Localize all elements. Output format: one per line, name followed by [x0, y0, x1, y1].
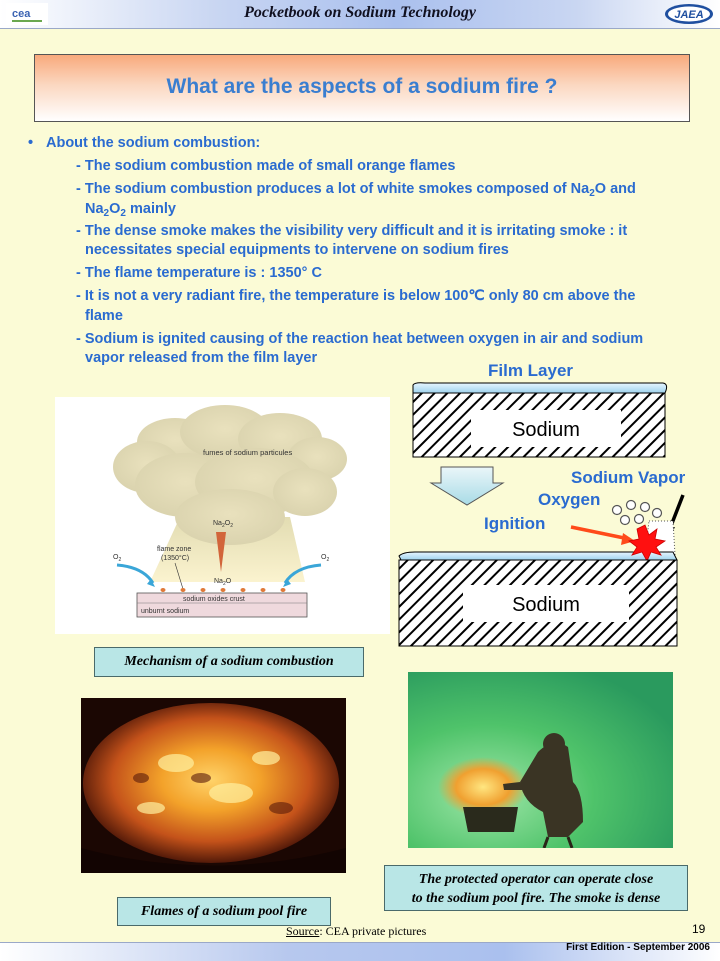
slide-title-box [34, 54, 690, 122]
edition-label: First Edition - September 2006 [566, 942, 710, 953]
list-item: - The dense smoke makes the visibility very difficult and it is irritating smoke : it [76, 223, 628, 239]
combustion-mechanism-diagram [55, 397, 390, 634]
bullet-heading: About the sodium combustion: [46, 135, 261, 151]
oxygen-bubbles [613, 501, 662, 525]
list-item-continuation: necessitates special equipments to intervene on sodium fires [85, 242, 509, 258]
jaea-logo-text: JAEA [674, 9, 704, 21]
source-note: Source: CEA private pictures [286, 924, 427, 938]
ignition-diagram [395, 355, 720, 650]
operator-caption-line: to the sodium pool fire. The smoke is dense [411, 891, 661, 906]
list-item: - Sodium is ignited causing of the reaction heat between oxygen in air and sodium [76, 331, 644, 347]
slide-title: What are the aspects of a sodium fire ? [166, 75, 558, 98]
list-item: - The sodium combustion produces a lot of white smokes composed of $Na_2O$ and [76, 181, 636, 199]
film-layer-shape [413, 383, 667, 393]
cea-logo-text: cea [12, 8, 31, 20]
o2-left-label: $O_2$ [113, 554, 122, 563]
list-item-continuation: vapor released from the film layer [85, 350, 318, 366]
na2o2-label: $Na_2O_2$ [213, 520, 233, 529]
down-arrow-icon [431, 467, 503, 505]
bullet-marker: • [28, 135, 34, 151]
oxygen-label: Oxygen [538, 490, 601, 509]
list-item-continuation: flame [85, 308, 123, 324]
page-number: 19 [692, 922, 706, 936]
sodium-bottom-label: Sodium [512, 594, 580, 616]
pool-fire-photo [81, 698, 346, 873]
na2o-label: $Na_2O$ [214, 578, 232, 587]
film-layer-label: Film Layer [488, 361, 574, 380]
sodium-top-label: Sodium [512, 419, 580, 441]
list-item: - The sodium combustion made of small orange flames [76, 158, 456, 174]
ignition-arrow-icon [571, 527, 629, 539]
unburnt-label: unburnt sodium [141, 608, 190, 615]
operator-caption-line: The protected operator can operate close [418, 872, 654, 887]
mechanism-caption: Mechanism of a sodium combustion [94, 647, 364, 677]
list-item-continuation: $Na_2O_2$ mainly [85, 201, 176, 219]
operator-photo [408, 672, 673, 848]
fumes-label: fumes of sodium particules [203, 448, 293, 457]
operator-caption [384, 865, 688, 911]
sodium-vapor-label: Sodium Vapor [571, 468, 686, 487]
flame-zone-label: flame zone [157, 546, 192, 553]
pool-fire-caption: Flames of a sodium pool fire [117, 897, 331, 926]
o2-right-label: $O_2$ [321, 554, 330, 563]
flame-temp-label: (1350°C) [161, 555, 190, 562]
list-item: - The flame temperature is : 1350° C [76, 265, 322, 281]
jaea-logo [664, 3, 714, 25]
crust-label: sodium oxides crust [183, 596, 245, 603]
header-title: Pocketbook on Sodium Technology [244, 4, 476, 21]
list-item: - It is not a very radiant fire, the temperature is below 100℃ only 80 cm above the [76, 288, 636, 304]
ignition-label: Ignition [484, 514, 546, 533]
